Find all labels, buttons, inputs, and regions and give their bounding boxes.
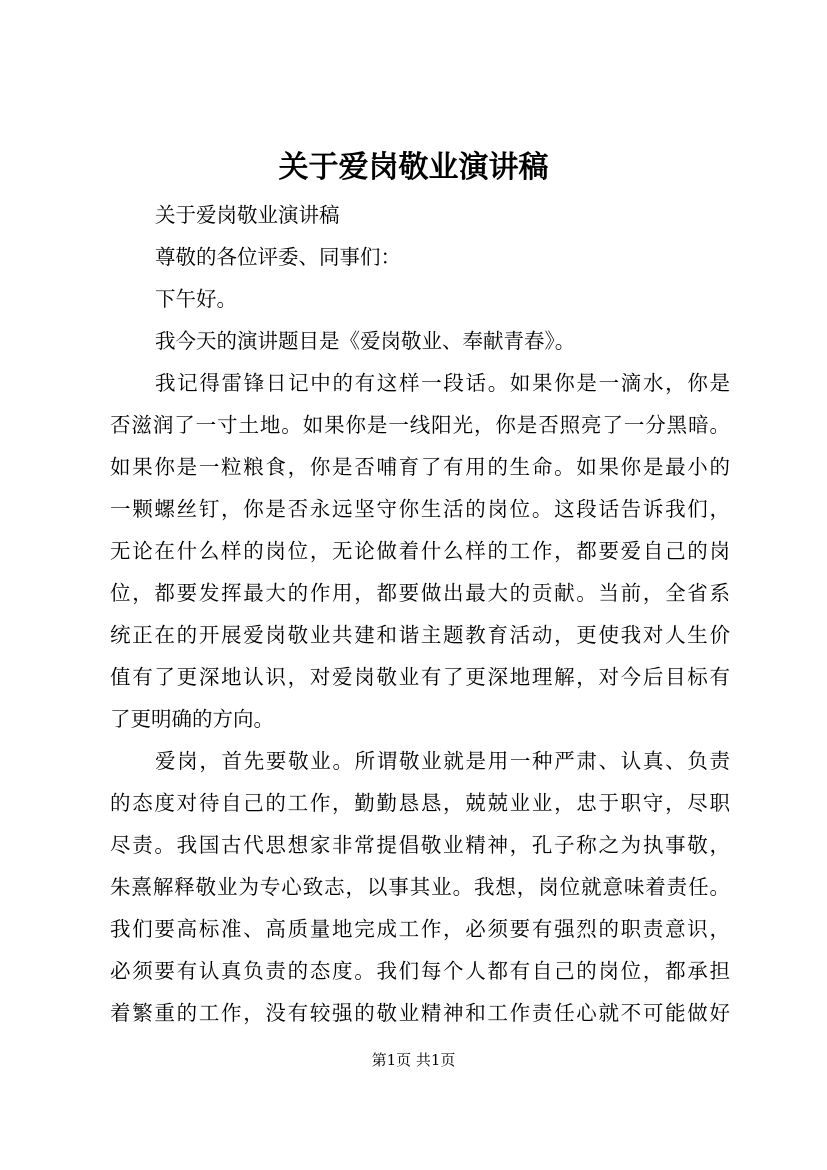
text-line: 值有了更深地认识，对爱岗敬业有了更深地理解，对今后目标有 xyxy=(110,665,730,689)
text-line: 着繁重的工作，没有较强的敬业精神和工作责任心就不可能做好 xyxy=(110,1001,730,1025)
text-line: 尽责。我国古代思想家非常提倡敬业精神，孔子称之为执事敬， xyxy=(110,833,730,857)
text-line: 否滋润了一寸土地。如果你是一线阳光，你是否照亮了一分黑暗。 xyxy=(110,413,730,437)
text-line: 爱岗，首先要敬业。所谓敬业就是用一种严肃、认真、负责 xyxy=(155,749,730,773)
text-line: 我记得雷锋日记中的有这样一段话。如果你是一滴水，你是 xyxy=(155,371,730,395)
text-line: 下午好。 xyxy=(155,287,237,311)
page-number-footer: 第1页 共1页 xyxy=(371,1051,456,1069)
text-line: 统正在的开展爱岗敬业共建和谐主题教育活动，更使我对人生价 xyxy=(110,623,730,647)
text-line: 的态度对待自己的工作，勤勤恳恳，兢兢业业，忠于职守，尽职 xyxy=(110,791,730,815)
text-line: 尊敬的各位评委、同事们： xyxy=(155,245,401,269)
text-line: 了更明确的方向。 xyxy=(110,707,274,731)
text-line: 如果你是一粒粮食，你是否哺育了有用的生命。如果你是最小的 xyxy=(110,455,730,479)
text-line: 必须要有认真负责的态度。我们每个人都有自己的岗位，都承担 xyxy=(110,959,730,983)
text-line: 我们要高标准、高质量地完成工作，必须要有强烈的职责意识， xyxy=(110,917,730,941)
text-line: 无论在什么样的岗位，无论做着什么样的工作，都要爱自己的岗 xyxy=(110,539,730,563)
text-line: 我今天的演讲题目是《爱岗敬业、奉献青春》。 xyxy=(155,329,576,353)
text-line: 朱熹解释敬业为专心致志，以事其业。我想，岗位就意味着责任。 xyxy=(110,875,730,899)
text-line: 关于爱岗敬业演讲稿 xyxy=(155,203,340,227)
text-line: 位，都要发挥最大的作用，都要做出最大的贡献。当前，全省系 xyxy=(110,581,730,605)
text-line: 一颗螺丝钉，你是否永远坚守你生活的岗位。这段话告诉我们， xyxy=(110,497,730,521)
document-title: 关于爱岗敬业演讲稿 xyxy=(278,150,549,185)
